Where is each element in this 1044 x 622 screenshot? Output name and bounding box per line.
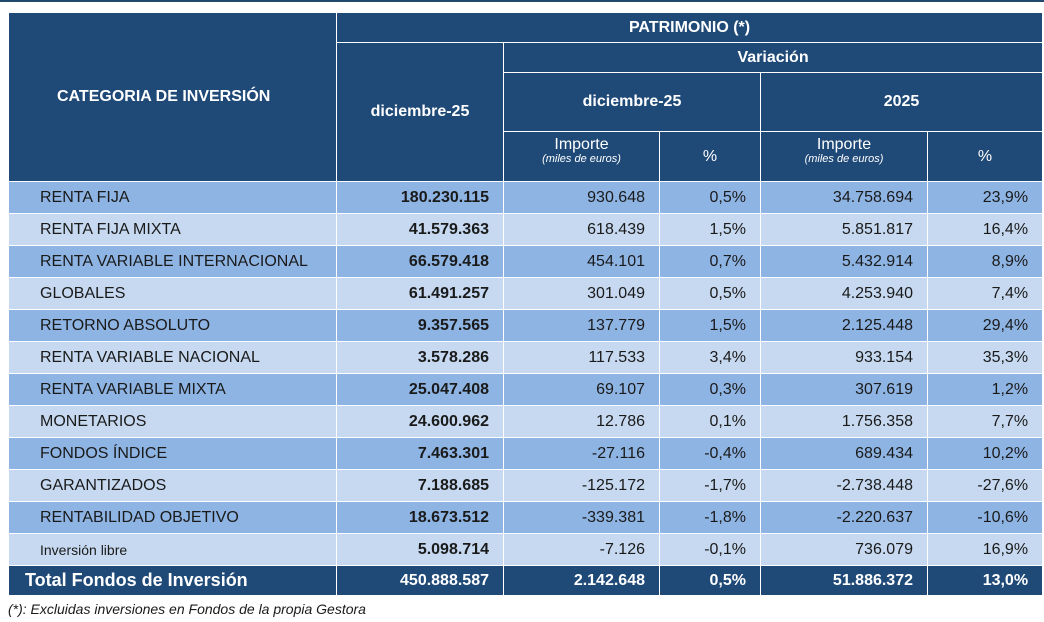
- category-name: GARANTIZADOS: [9, 470, 337, 502]
- variation-month-header: diciembre-25: [504, 73, 761, 132]
- category-name: MONETARIOS: [9, 406, 337, 438]
- var-year-importe: 736.079: [761, 534, 928, 566]
- var-year-pct: 29,4%: [928, 310, 1043, 342]
- var-month-pct: 0,5%: [660, 182, 761, 214]
- var-year-pct: 16,9%: [928, 534, 1043, 566]
- total-label: Total Fondos de Inversión: [9, 566, 337, 596]
- var-month-importe: 137.779: [504, 310, 660, 342]
- var-month-importe: 301.049: [504, 278, 660, 310]
- category-name: RENTA VARIABLE INTERNACIONAL: [9, 246, 337, 278]
- var-year-importe: 2.125.448: [761, 310, 928, 342]
- patrimonio-value: 18.673.512: [337, 502, 504, 534]
- category-name: FONDOS ÍNDICE: [9, 438, 337, 470]
- importe-label: Importe: [816, 136, 872, 153]
- var-month-importe: 618.439: [504, 214, 660, 246]
- category-name: Inversión libre: [9, 534, 337, 566]
- category-name: RETORNO ABSOLUTO: [9, 310, 337, 342]
- patrimonio-value: 5.098.714: [337, 534, 504, 566]
- var-year-importe: 4.253.940: [761, 278, 928, 310]
- category-name: RENTABILIDAD OBJETIVO: [9, 502, 337, 534]
- var-year-pct: 8,9%: [928, 246, 1043, 278]
- importe-month-header: [504, 132, 660, 182]
- categoria-header: CATEGORIA DE INVERSIÓN: [9, 13, 337, 182]
- total-var-month-pct: 0,5%: [660, 566, 761, 596]
- var-month-importe: -7.126: [504, 534, 660, 566]
- importe-unit: (miles de euros): [542, 153, 621, 165]
- patrimonio-value: 25.047.408: [337, 374, 504, 406]
- table-row: [9, 182, 1043, 214]
- patrimonio-value: 7.188.685: [337, 470, 504, 502]
- top-rule: [0, 0, 1044, 2]
- var-year-importe: 307.619: [761, 374, 928, 406]
- total-var-year-pct: 13,0%: [928, 566, 1043, 596]
- table-row: [9, 374, 1043, 406]
- var-month-pct: 0,7%: [660, 246, 761, 278]
- table-row: [9, 278, 1043, 310]
- patrimonio-value: 180.230.115: [337, 182, 504, 214]
- table-row: [9, 470, 1043, 502]
- var-month-importe: 69.107: [504, 374, 660, 406]
- var-month-pct: -1,7%: [660, 470, 761, 502]
- var-month-pct: 0,3%: [660, 374, 761, 406]
- var-year-importe: -2.220.637: [761, 502, 928, 534]
- var-year-pct: 7,7%: [928, 406, 1043, 438]
- category-name: RENTA FIJA MIXTA: [9, 214, 337, 246]
- variacion-header: Variación: [504, 43, 1043, 73]
- total-var-year-importe: 51.886.372: [761, 566, 928, 596]
- patrimonio-header: PATRIMONIO (*): [337, 13, 1043, 43]
- patrimonio-value: 66.579.418: [337, 246, 504, 278]
- var-month-pct: 0,1%: [660, 406, 761, 438]
- var-month-importe: -27.116: [504, 438, 660, 470]
- table-row: [9, 438, 1043, 470]
- patrimonio-value: 41.579.363: [337, 214, 504, 246]
- var-year-importe: 5.432.914: [761, 246, 928, 278]
- var-month-pct: 0,5%: [660, 278, 761, 310]
- var-year-importe: 689.434: [761, 438, 928, 470]
- importe-unit: (miles de euros): [804, 153, 884, 165]
- footnote: (*): Excluidas inversiones en Fondos de la propia Gestora: [8, 601, 366, 617]
- var-month-importe: 454.101: [504, 246, 660, 278]
- patrimonio-value: 24.600.962: [337, 406, 504, 438]
- table-row: [9, 502, 1043, 534]
- var-year-pct: -27,6%: [928, 470, 1043, 502]
- var-year-importe: -2.738.448: [761, 470, 928, 502]
- investment-category-table: [8, 12, 1043, 596]
- var-year-pct: 10,2%: [928, 438, 1043, 470]
- var-year-importe: 34.758.694: [761, 182, 928, 214]
- importe-label: Importe: [554, 136, 609, 153]
- patrimonio-value: 3.578.286: [337, 342, 504, 374]
- var-month-pct: -0,1%: [660, 534, 761, 566]
- pct-year-header: %: [928, 132, 1043, 182]
- var-month-importe: -339.381: [504, 502, 660, 534]
- category-name: RENTA VARIABLE NACIONAL: [9, 342, 337, 374]
- var-year-pct: 35,3%: [928, 342, 1043, 374]
- table-row: [9, 246, 1043, 278]
- patrimonio-value: 61.491.257: [337, 278, 504, 310]
- var-month-pct: -1,8%: [660, 502, 761, 534]
- var-year-pct: -10,6%: [928, 502, 1043, 534]
- variation-year-header: 2025: [761, 73, 1043, 132]
- var-year-importe: 1.756.358: [761, 406, 928, 438]
- var-month-pct: 1,5%: [660, 310, 761, 342]
- var-month-importe: -125.172: [504, 470, 660, 502]
- var-month-pct: -0,4%: [660, 438, 761, 470]
- var-month-importe: 12.786: [504, 406, 660, 438]
- category-name: GLOBALES: [9, 278, 337, 310]
- var-year-pct: 7,4%: [928, 278, 1043, 310]
- importe-year-header: [761, 132, 928, 182]
- var-year-pct: 1,2%: [928, 374, 1043, 406]
- table-row: [9, 214, 1043, 246]
- pct-month-header: %: [660, 132, 761, 182]
- var-year-pct: 23,9%: [928, 182, 1043, 214]
- var-month-importe: 930.648: [504, 182, 660, 214]
- patrimonio-value: 9.357.565: [337, 310, 504, 342]
- var-month-pct: 3,4%: [660, 342, 761, 374]
- var-year-importe: 933.154: [761, 342, 928, 374]
- table-row: [9, 406, 1043, 438]
- date-column-header: diciembre-25: [337, 43, 504, 182]
- var-year-importe: 5.851.817: [761, 214, 928, 246]
- category-name: RENTA FIJA: [9, 182, 337, 214]
- total-patrimonio: 450.888.587: [337, 566, 504, 596]
- table-row: [9, 534, 1043, 566]
- table-row: [9, 310, 1043, 342]
- total-row: [9, 566, 1043, 596]
- var-month-importe: 117.533: [504, 342, 660, 374]
- var-year-pct: 16,4%: [928, 214, 1043, 246]
- patrimonio-value: 7.463.301: [337, 438, 504, 470]
- var-month-pct: 1,5%: [660, 214, 761, 246]
- table-row: [9, 342, 1043, 374]
- category-name: RENTA VARIABLE MIXTA: [9, 374, 337, 406]
- total-var-month-importe: 2.142.648: [504, 566, 660, 596]
